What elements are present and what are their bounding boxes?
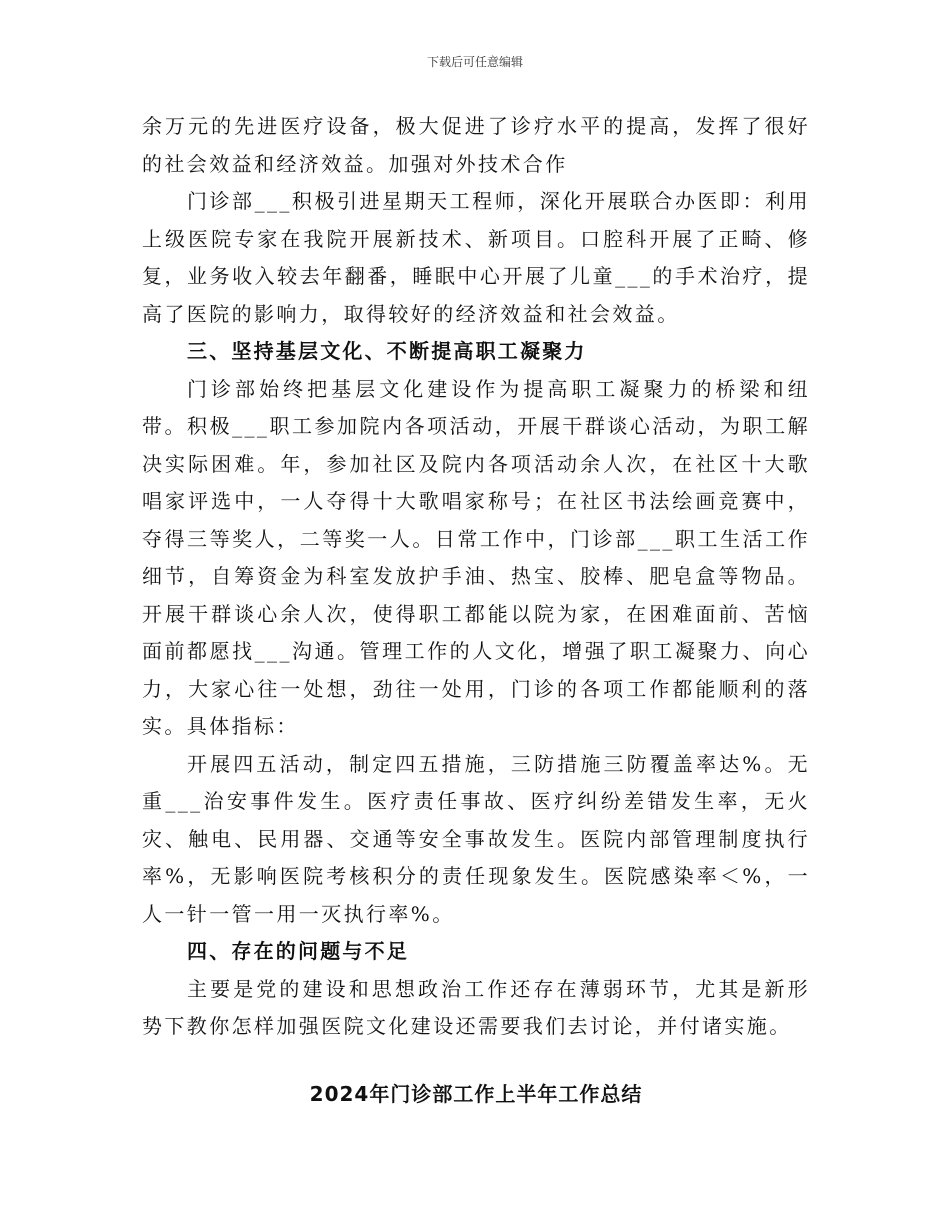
paragraph-problems: 主要是党的建设和思想政治工作还存在薄弱环节，尤其是新形势下教你怎样加强医院文化建设还需要我们去讨论，并付诸实施。 bbox=[142, 976, 810, 1038]
paragraph-cooperation: 门诊部___积极引进星期天工程师，深化开展联合办医即：利用上级医院专家在我院开展新技术、新项目。口腔科开展了正畸、修复，业务收入较去年翻番，睡眠中心开展了儿童___的手术治疗，提高了医院的影响力，取得较好的经济效益和社会效益。 bbox=[142, 189, 810, 326]
section-heading-problems: 四、存在的问题与不足 bbox=[187, 939, 409, 963]
paragraph-culture: 门诊部始终把基层文化建设作为提高职工凝聚力的桥梁和纽带。积极___职工参加院内各项活动，开展干群谈心活动，为职工解决实际困难。年，参加社区及院内各项活动余人次，在社区十大歌唱家评选中，一人夺得十大歌唱家称号；在社区书法绘画竞赛中，夺得三等奖人，二等奖一人。日常工作中，门诊部___职工生活工作细节，自筹资金为科室发放护手油、热宝、胶棒、肥皂盒等物品。开展干群谈心余人次，使得职工都能以院为家，在困难面前、苦恼面前都愿找___沟通。管理工作的人文化，增强了职工凝聚力、向心力，大家心往一处想，劲往一处用，门诊的各项工作都能顺利的落实。具体指标： bbox=[142, 376, 810, 738]
paragraph-indicators: 开展四五活动，制定四五措施，三防措施三防覆盖率达%。无重___治安事件发生。医疗责任事故、医疗纠纷差错发生率，无火灾、触电、民用器、交通等安全事故发生。医院内部管理制度执行率%，无影响医院考核积分的责任现象发生。医院感染率＜%，一人一针一管一用一灭执行率%。 bbox=[142, 751, 810, 926]
page-header: 下载后可任意编辑 bbox=[426, 55, 523, 69]
document-title: 2024年门诊部工作上半年工作总结 bbox=[309, 1081, 643, 1106]
paragraph-equipment: 余万元的先进医疗设备，极大促进了诊疗水平的提高，发挥了很好的社会效益和经济效益。加强对外技术合作 bbox=[142, 114, 810, 176]
document-body bbox=[142, 108, 810, 1113]
section-heading-culture: 三、坚持基层文化、不断提高职工凝聚力 bbox=[187, 339, 587, 363]
